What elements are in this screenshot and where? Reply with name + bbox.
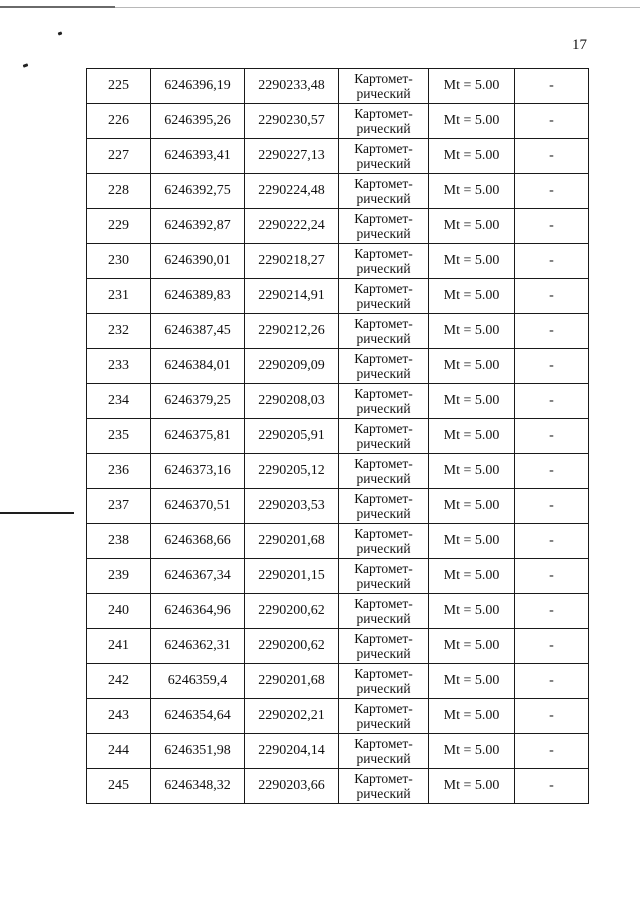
y-coordinate-cell: 2290227,13 [245, 139, 339, 174]
method-cell [339, 209, 429, 244]
point-number-cell: 245 [87, 769, 151, 804]
method-cell [339, 524, 429, 559]
method-line-2: рический [356, 156, 411, 171]
table-row [87, 734, 589, 769]
x-coordinate-cell: 6246384,01 [151, 349, 245, 384]
method-line-2: рический [356, 471, 411, 486]
method-cell [339, 664, 429, 699]
method-line-1: Картомет- [354, 491, 413, 506]
point-number-cell: 243 [87, 699, 151, 734]
method-line-1: Картомет- [354, 386, 413, 401]
x-coordinate-cell: 6246362,31 [151, 629, 245, 664]
note-cell: - [515, 594, 589, 629]
accuracy-cell: Mt = 5.00 [429, 629, 515, 664]
table-row [87, 69, 589, 104]
method-cell [339, 419, 429, 454]
method-cell [339, 69, 429, 104]
accuracy-cell: Mt = 5.00 [429, 734, 515, 769]
x-coordinate-cell: 6246396,19 [151, 69, 245, 104]
margin-line [0, 512, 74, 514]
y-coordinate-cell: 2290203,66 [245, 769, 339, 804]
y-coordinate-cell: 2290222,24 [245, 209, 339, 244]
table-row [87, 314, 589, 349]
note-cell: - [515, 524, 589, 559]
method-cell [339, 559, 429, 594]
x-coordinate-cell: 6246390,01 [151, 244, 245, 279]
table-row [87, 454, 589, 489]
table-row [87, 384, 589, 419]
note-cell: - [515, 104, 589, 139]
accuracy-cell: Mt = 5.00 [429, 524, 515, 559]
accuracy-cell: Mt = 5.00 [429, 279, 515, 314]
y-coordinate-cell: 2290233,48 [245, 69, 339, 104]
accuracy-cell: Mt = 5.00 [429, 69, 515, 104]
method-line-2: рический [356, 541, 411, 556]
method-cell [339, 769, 429, 804]
point-number-cell: 231 [87, 279, 151, 314]
x-coordinate-cell: 6246395,26 [151, 104, 245, 139]
y-coordinate-cell: 2290230,57 [245, 104, 339, 139]
accuracy-cell: Mt = 5.00 [429, 559, 515, 594]
accuracy-cell: Mt = 5.00 [429, 699, 515, 734]
y-coordinate-cell: 2290208,03 [245, 384, 339, 419]
method-line-1: Картомет- [354, 596, 413, 611]
note-cell: - [515, 314, 589, 349]
method-line-1: Картомет- [354, 351, 413, 366]
x-coordinate-cell: 6246364,96 [151, 594, 245, 629]
table-row [87, 244, 589, 279]
method-cell [339, 594, 429, 629]
point-number-cell: 244 [87, 734, 151, 769]
y-coordinate-cell: 2290224,48 [245, 174, 339, 209]
coordinates-table [86, 68, 589, 804]
x-coordinate-cell: 6246370,51 [151, 489, 245, 524]
scan-speck [23, 63, 29, 68]
table-row [87, 769, 589, 804]
point-number-cell: 229 [87, 209, 151, 244]
method-line-2: рический [356, 436, 411, 451]
method-line-2: рический [356, 716, 411, 731]
method-cell [339, 734, 429, 769]
note-cell: - [515, 209, 589, 244]
y-coordinate-cell: 2290201,15 [245, 559, 339, 594]
accuracy-cell: Mt = 5.00 [429, 349, 515, 384]
method-cell [339, 699, 429, 734]
method-line-2: рический [356, 226, 411, 241]
method-line-1: Картомет- [354, 771, 413, 786]
note-cell: - [515, 279, 589, 314]
method-line-2: рический [356, 86, 411, 101]
table-row [87, 699, 589, 734]
x-coordinate-cell: 6246393,41 [151, 139, 245, 174]
x-coordinate-cell: 6246375,81 [151, 419, 245, 454]
method-line-2: рический [356, 366, 411, 381]
y-coordinate-cell: 2290214,91 [245, 279, 339, 314]
note-cell: - [515, 139, 589, 174]
y-coordinate-cell: 2290209,09 [245, 349, 339, 384]
accuracy-cell: Mt = 5.00 [429, 174, 515, 209]
y-coordinate-cell: 2290201,68 [245, 524, 339, 559]
point-number-cell: 227 [87, 139, 151, 174]
note-cell: - [515, 664, 589, 699]
method-line-2: рический [356, 121, 411, 136]
note-cell: - [515, 769, 589, 804]
point-number-cell: 238 [87, 524, 151, 559]
method-cell [339, 384, 429, 419]
method-line-1: Картомет- [354, 281, 413, 296]
method-line-2: рический [356, 576, 411, 591]
x-coordinate-cell: 6246389,83 [151, 279, 245, 314]
point-number-cell: 239 [87, 559, 151, 594]
note-cell: - [515, 734, 589, 769]
point-number-cell: 234 [87, 384, 151, 419]
accuracy-cell: Mt = 5.00 [429, 419, 515, 454]
point-number-cell: 237 [87, 489, 151, 524]
method-line-1: Картомет- [354, 421, 413, 436]
method-line-2: рический [356, 611, 411, 626]
method-line-1: Картомет- [354, 106, 413, 121]
table-row [87, 209, 589, 244]
method-line-2: рический [356, 191, 411, 206]
table-row [87, 349, 589, 384]
accuracy-cell: Mt = 5.00 [429, 104, 515, 139]
x-coordinate-cell: 6246373,16 [151, 454, 245, 489]
method-line-1: Картомет- [354, 631, 413, 646]
method-line-2: рический [356, 401, 411, 416]
accuracy-cell: Mt = 5.00 [429, 244, 515, 279]
method-cell [339, 244, 429, 279]
table-row [87, 104, 589, 139]
method-line-1: Картомет- [354, 246, 413, 261]
table-row [87, 664, 589, 699]
method-line-2: рический [356, 786, 411, 801]
method-line-1: Картомет- [354, 71, 413, 86]
point-number-cell: 233 [87, 349, 151, 384]
method-cell [339, 104, 429, 139]
method-line-2: рический [356, 296, 411, 311]
method-line-1: Картомет- [354, 736, 413, 751]
point-number-cell: 236 [87, 454, 151, 489]
y-coordinate-cell: 2290200,62 [245, 629, 339, 664]
note-cell: - [515, 69, 589, 104]
point-number-cell: 226 [87, 104, 151, 139]
point-number-cell: 240 [87, 594, 151, 629]
method-line-1: Картомет- [354, 701, 413, 716]
top-scan-rule [0, 6, 115, 8]
method-cell [339, 489, 429, 524]
x-coordinate-cell: 6246379,25 [151, 384, 245, 419]
method-line-1: Картомет- [354, 316, 413, 331]
y-coordinate-cell: 2290200,62 [245, 594, 339, 629]
method-line-2: рический [356, 506, 411, 521]
method-cell [339, 349, 429, 384]
point-number-cell: 232 [87, 314, 151, 349]
x-coordinate-cell: 6246354,64 [151, 699, 245, 734]
note-cell: - [515, 384, 589, 419]
accuracy-cell: Mt = 5.00 [429, 489, 515, 524]
method-line-1: Картомет- [354, 666, 413, 681]
accuracy-cell: Mt = 5.00 [429, 454, 515, 489]
method-cell [339, 454, 429, 489]
y-coordinate-cell: 2290203,53 [245, 489, 339, 524]
accuracy-cell: Mt = 5.00 [429, 314, 515, 349]
y-coordinate-cell: 2290218,27 [245, 244, 339, 279]
scan-speck [58, 31, 63, 35]
note-cell: - [515, 489, 589, 524]
note-cell: - [515, 349, 589, 384]
accuracy-cell: Mt = 5.00 [429, 209, 515, 244]
method-cell [339, 174, 429, 209]
y-coordinate-cell: 2290204,14 [245, 734, 339, 769]
x-coordinate-cell: 6246392,75 [151, 174, 245, 209]
method-cell [339, 629, 429, 664]
accuracy-cell: Mt = 5.00 [429, 594, 515, 629]
table-row [87, 489, 589, 524]
method-line-2: рический [356, 751, 411, 766]
x-coordinate-cell: 6246387,45 [151, 314, 245, 349]
table-row [87, 279, 589, 314]
note-cell: - [515, 244, 589, 279]
note-cell: - [515, 419, 589, 454]
point-number-cell: 235 [87, 419, 151, 454]
note-cell: - [515, 629, 589, 664]
x-coordinate-cell: 6246348,32 [151, 769, 245, 804]
note-cell: - [515, 454, 589, 489]
note-cell: - [515, 559, 589, 594]
method-line-1: Картомет- [354, 176, 413, 191]
accuracy-cell: Mt = 5.00 [429, 769, 515, 804]
method-line-1: Картомет- [354, 456, 413, 471]
point-number-cell: 241 [87, 629, 151, 664]
x-coordinate-cell: 6246359,4 [151, 664, 245, 699]
x-coordinate-cell: 6246367,34 [151, 559, 245, 594]
coordinates-table-body [87, 69, 589, 804]
method-line-2: рический [356, 646, 411, 661]
accuracy-cell: Mt = 5.00 [429, 664, 515, 699]
table-row [87, 524, 589, 559]
point-number-cell: 242 [87, 664, 151, 699]
accuracy-cell: Mt = 5.00 [429, 384, 515, 419]
method-line-2: рический [356, 261, 411, 276]
table-row [87, 559, 589, 594]
method-line-1: Картомет- [354, 211, 413, 226]
method-cell [339, 279, 429, 314]
top-scan-rule-thin [115, 7, 640, 8]
point-number-cell: 228 [87, 174, 151, 209]
method-line-2: рический [356, 681, 411, 696]
table-row [87, 139, 589, 174]
method-line-2: рический [356, 331, 411, 346]
method-cell [339, 314, 429, 349]
note-cell: - [515, 699, 589, 734]
y-coordinate-cell: 2290205,12 [245, 454, 339, 489]
page-number: 17 [572, 37, 587, 53]
table-row [87, 174, 589, 209]
x-coordinate-cell: 6246392,87 [151, 209, 245, 244]
method-line-1: Картомет- [354, 526, 413, 541]
method-line-1: Картомет- [354, 561, 413, 576]
x-coordinate-cell: 6246368,66 [151, 524, 245, 559]
table-row [87, 419, 589, 454]
note-cell: - [515, 174, 589, 209]
method-cell [339, 139, 429, 174]
point-number-cell: 225 [87, 69, 151, 104]
x-coordinate-cell: 6246351,98 [151, 734, 245, 769]
y-coordinate-cell: 2290202,21 [245, 699, 339, 734]
table-row [87, 629, 589, 664]
y-coordinate-cell: 2290201,68 [245, 664, 339, 699]
accuracy-cell: Mt = 5.00 [429, 139, 515, 174]
method-line-1: Картомет- [354, 141, 413, 156]
y-coordinate-cell: 2290205,91 [245, 419, 339, 454]
table-row [87, 594, 589, 629]
y-coordinate-cell: 2290212,26 [245, 314, 339, 349]
point-number-cell: 230 [87, 244, 151, 279]
